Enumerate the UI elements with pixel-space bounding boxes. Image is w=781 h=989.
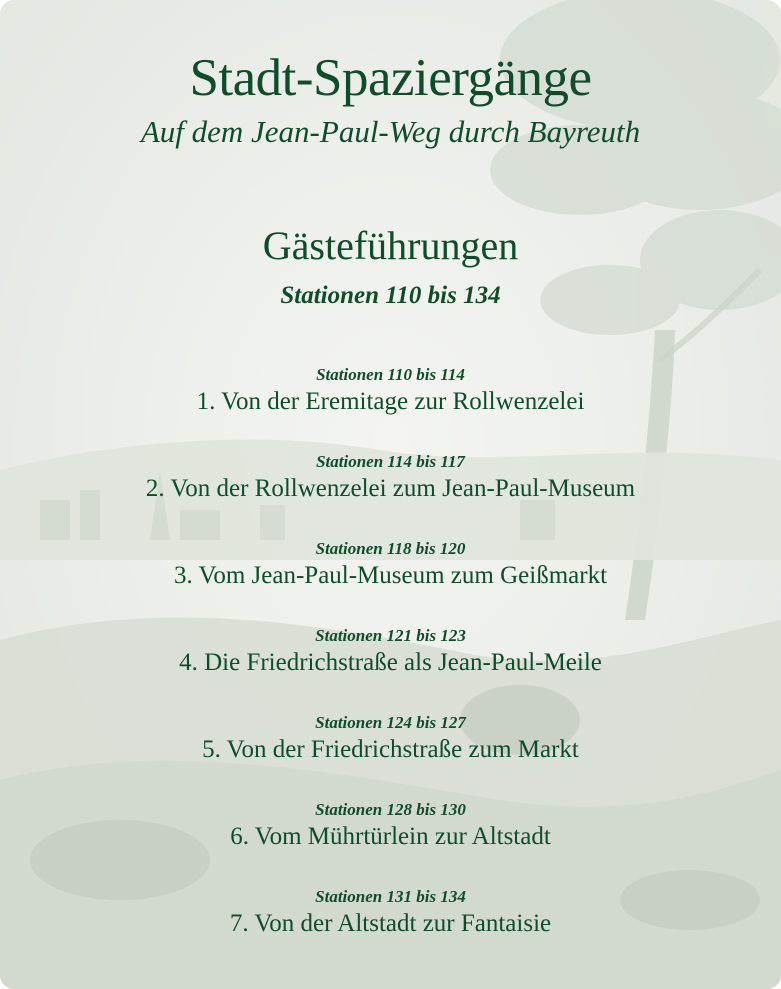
tour-link-7[interactable]: 7. Von der Altstadt zur Fantaisie [229,910,552,937]
tour-link-6[interactable]: 6. Vom Mührtürlein zur Altstadt [230,823,551,850]
tour-stations-label: Stationen 114 bis 117 [316,452,465,471]
tour-item-2 [0,451,781,505]
section-stations: Stationen 110 bis 134 [280,282,501,309]
tour-link-2[interactable]: 2. Von der Rollwenzelei zum Jean-Paul-Museum [145,475,636,502]
tour-stations-label: Stationen 131 bis 134 [315,887,466,906]
tour-link-5[interactable]: 5. Von der Friedrichstraße zum Markt [202,736,579,763]
tour-item-4 [0,625,781,679]
tour-link-4[interactable]: 4. Die Friedrichstraße als Jean-Paul-Meile [179,649,602,676]
tour-stations-label: Stationen 128 bis 130 [315,800,466,819]
tour-item-7 [0,886,781,940]
tour-item-1 [0,364,781,418]
section-title: Gästeführungen [262,223,519,268]
tour-stations-label: Stationen 121 bis 123 [315,626,466,645]
tour-stations-label: Stationen 110 bis 114 [316,365,465,384]
page-subtitle: Auf dem Jean-Paul-Weg durch Bayreuth [140,114,641,149]
tour-item-5 [0,712,781,766]
tour-stations-label: Stationen 118 bis 120 [315,539,466,558]
tour-link-3[interactable]: 3. Vom Jean-Paul-Museum zum Geißmarkt [173,562,608,589]
page-title: Stadt-Spaziergänge [189,49,592,107]
tour-item-3 [0,538,781,592]
tour-item-6 [0,799,781,853]
tour-stations-label: Stationen 124 bis 127 [315,713,466,732]
tour-link-1[interactable]: 1. Von der Eremitage zur Rollwenzelei [196,388,585,415]
